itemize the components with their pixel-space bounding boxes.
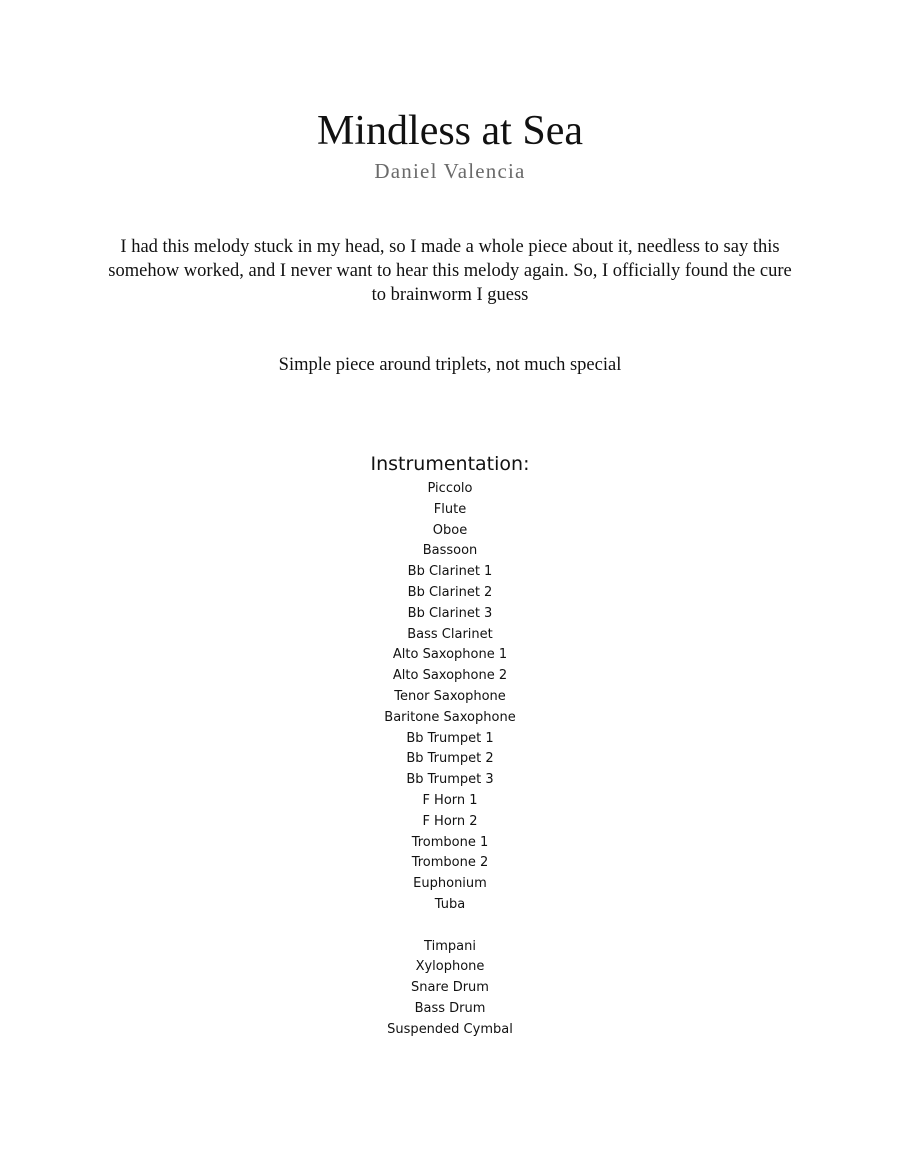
instrument-item: Baritone Saxophone (384, 709, 516, 725)
instrument-item: F Horn 1 (422, 792, 478, 808)
percussion-item: Suspended Cymbal (387, 1021, 513, 1037)
instrument-item: Alto Saxophone 1 (392, 647, 508, 663)
instrumentation-list (0, 479, 900, 1041)
instrument-item: Piccolo (427, 481, 473, 496)
instrumentation-heading: Instrumentation: (370, 453, 530, 475)
instrument-item: Bb Trumpet 2 (406, 751, 494, 767)
instrument-item: Tenor Saxophone (394, 688, 506, 704)
instrument-item: Bb Clarinet 3 (407, 605, 493, 621)
instrument-item: F Horn 2 (422, 813, 478, 829)
percussion-item: Snare Drum (411, 980, 489, 996)
instrument-item: Trombone 2 (411, 855, 489, 871)
instrument-item: Oboe (432, 522, 468, 538)
percussion-item: Timpani (424, 938, 476, 954)
instrument-item: Bass Clarinet (407, 626, 493, 642)
instrument-item: Bb Trumpet 3 (406, 772, 494, 788)
instrument-item: Trombone 1 (411, 834, 489, 850)
program-note: I had this melody stuck in my head, so I made a whole piece about it, needless to say this somehow worked, and I never want to hear this melody again. So, I officially found the cure to brainworm I guess (108, 237, 792, 305)
instrument-item: Bb Clarinet 1 (407, 564, 493, 580)
instrument-item: Bassoon (422, 543, 478, 559)
instrument-item: Tuba (434, 896, 466, 912)
instrument-item: Euphonium (413, 876, 487, 892)
instrument-item: Alto Saxophone 2 (392, 668, 508, 684)
instrument-item: Flute (433, 501, 467, 517)
piece-title: Mindless at Sea (317, 108, 583, 154)
secondary-note: Simple piece around triplets, not much special (278, 355, 622, 375)
percussion-item: Xylophone (415, 959, 485, 975)
instrument-item: Bb Clarinet 2 (407, 584, 493, 600)
instrument-item: Bb Trumpet 1 (406, 730, 494, 746)
composer-name: Daniel Valencia (374, 159, 526, 183)
percussion-item: Bass Drum (414, 1000, 486, 1016)
